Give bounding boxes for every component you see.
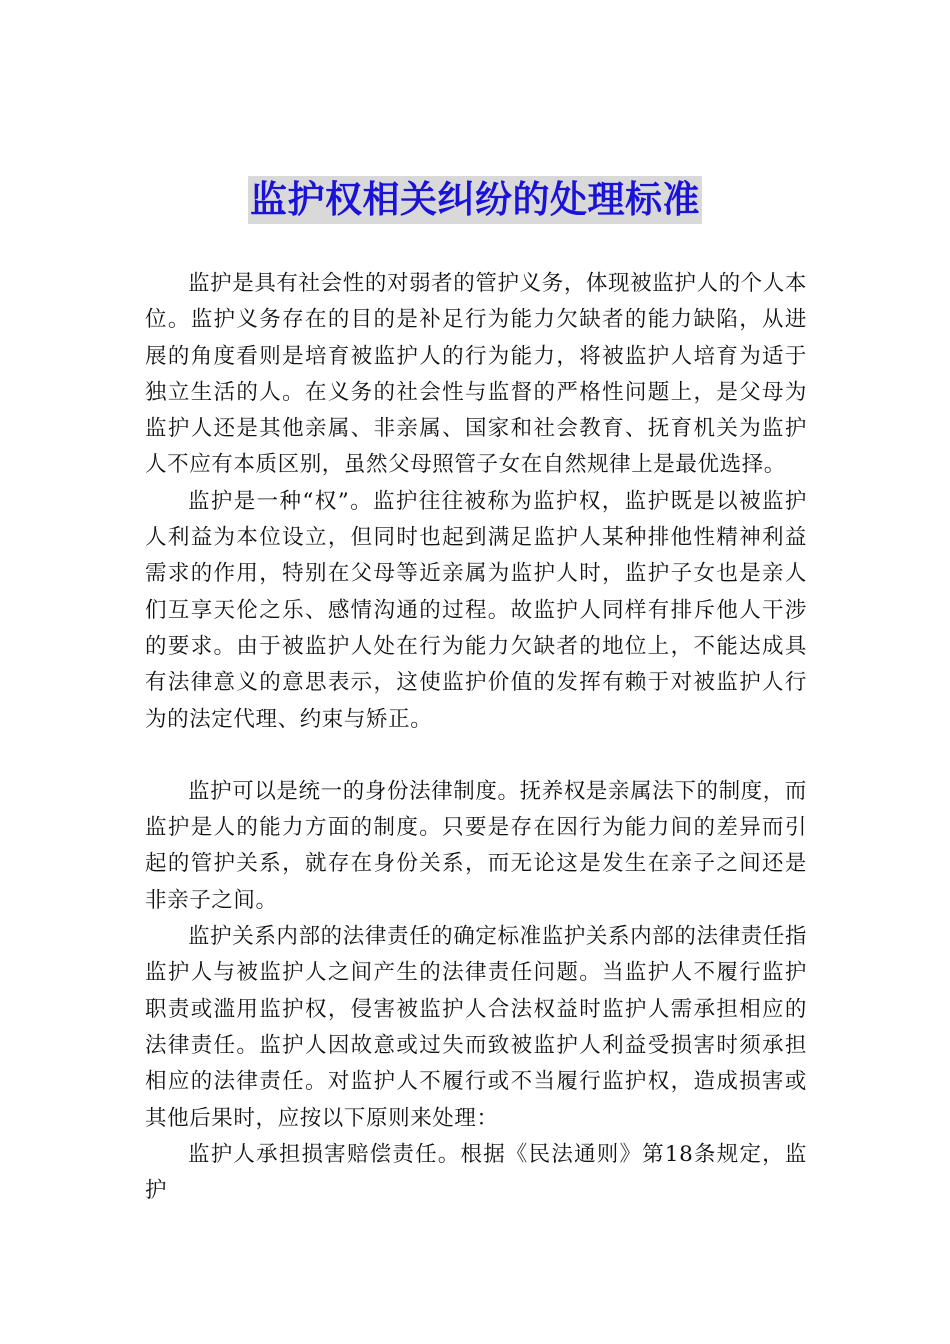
paragraph-5: 监护人承担损害赔偿责任。根据《民法通则》第18条规定，监护 xyxy=(145,1141,807,1204)
paragraph-1: 监护是具有社会性的对弱者的管护义务，体现被监护人的个人本位。监护义务存在的目的是补足行为能力欠缺者的能力缺陷，从进展的角度看则是培育被监护人的行为能力，将被监护人培育为适于独立生活的人。在义务的社会性与监督的严格性问题上，是父母为监护人还是其他亲属、非亲属、国家和社会教育、抚育机关为监护人不应有本质区别，虽然父母照管子女在自然规律上是最优选择。 xyxy=(145,271,807,478)
document-body xyxy=(145,266,807,1209)
paragraph-2: 监护是一种“权”。监护往往被称为监护权，监护既是以被监护人利益为本位设立，但同时也起到满足监护人某种排他性精神利益需求的作用，特别在父母等近亲属为监护人时，监护子女也是亲人们互享天伦之乐、感情沟通的过程。故监护人同样有排斥他人干涉的要求。由于被监护人处在行为能力欠缺者的地位上，不能达成具有法律意义的意思表示，这使监护价值的发挥有赖于对被监护人行为的法定代理、约束与矫正。 xyxy=(145,488,807,732)
paragraph-4: 监护关系内部的法律责任的确定标准监护关系内部的法律责任指监护人与被监护人之间产生的法律责任问题。当监护人不履行监护职责或滥用监护权，侵害被监护人合法权益时监护人需承担相应的法律责任。监护人因故意或过失而致被监护人利益受损害时须承担相应的法律责任。对监护人不履行或不当履行监护权，造成损害或其他后果时，应按以下原则来处理： xyxy=(145,924,807,1131)
document-title: 监护权相关纠纷的处理标准 xyxy=(248,176,702,224)
paragraph-spacer xyxy=(145,738,807,774)
title-container xyxy=(0,176,950,224)
paragraph-3: 监护可以是统一的身份法律制度。抚养权是亲属法下的制度，而监护是人的能力方面的制度。只要是存在因行为能力间的差异而引起的管护关系，就存在身份关系，而无论这是发生在亲子之间还是非亲子之间。 xyxy=(145,778,807,913)
